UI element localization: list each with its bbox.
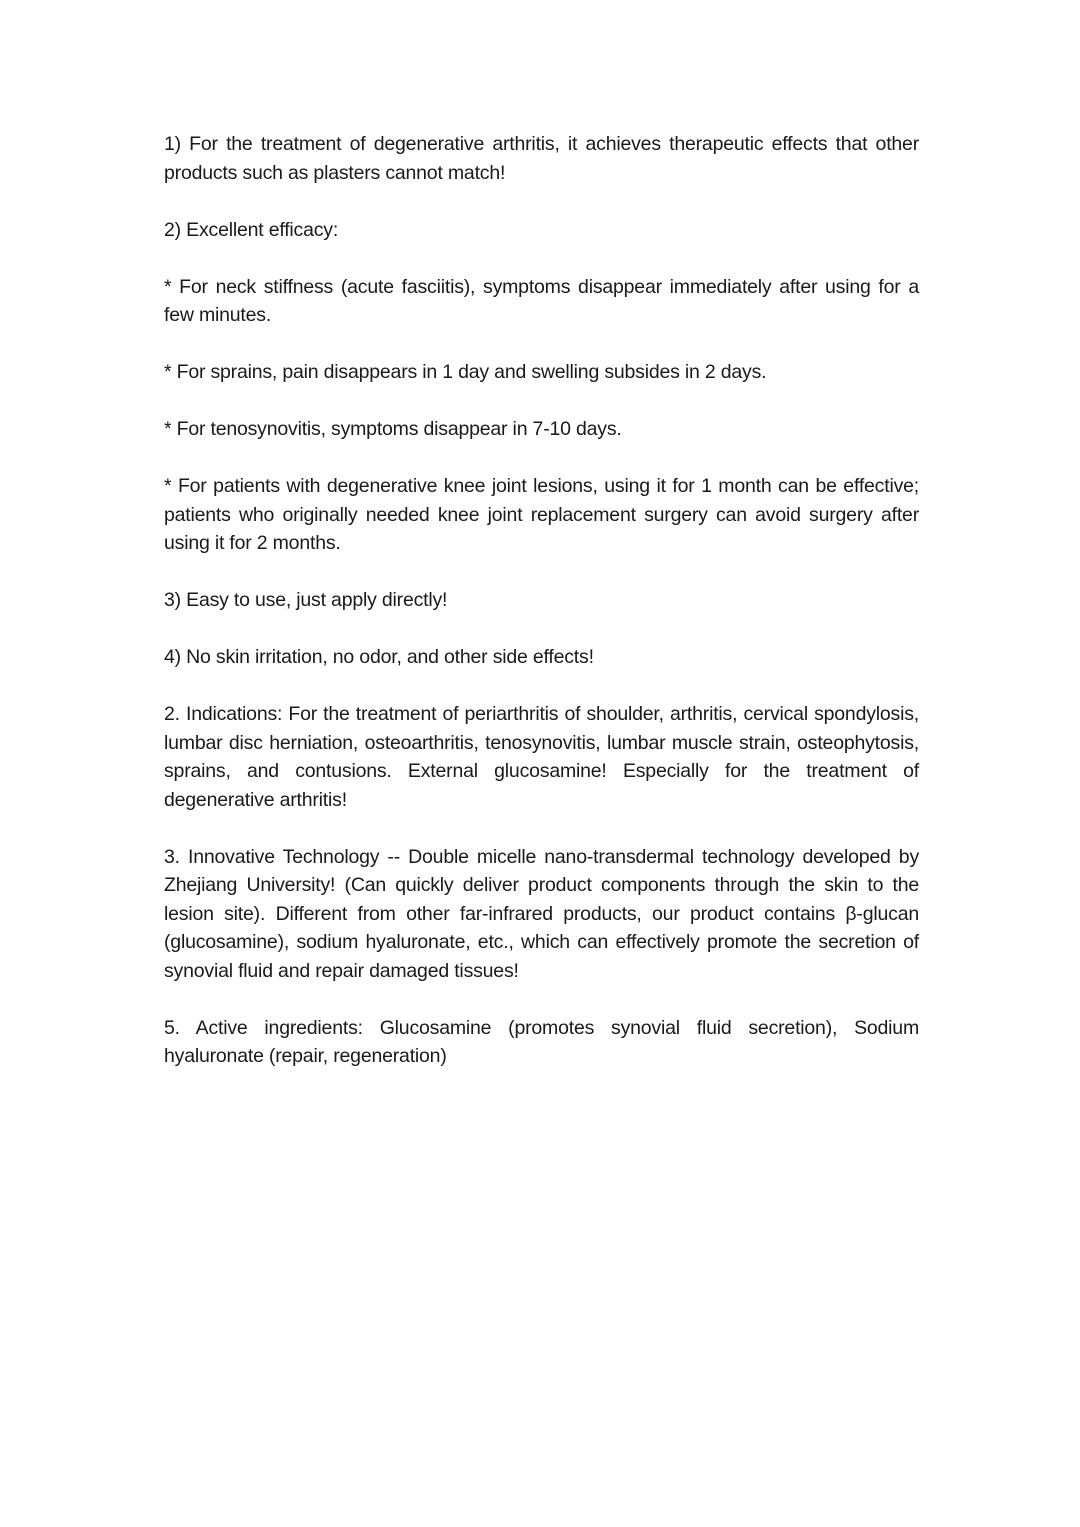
section-active-ingredients: 5. Active ingredients: Glucosamine (promotes synovial fluid secretion), Sodium hyaluronate (repair, regeneration)	[164, 1016, 919, 1067]
document-page	[164, 130, 919, 1099]
paragraph-benefit-1: 1) For the treatment of degenerative arthritis, it achieves therapeutic effects that other products such as plasters cannot match!	[164, 133, 919, 184]
section-innovative-technology: 3. Innovative Technology -- Double micelle nano-transdermal technology developed by Zhejiang University! (Can quickly deliver product components through the skin to the lesion site). Different from other far-infrared products, our product contains β-glucan (glucosamine), sodium hyaluronate, etc., which can effectively promote the secretion of synovial fluid and repair damaged tissues!	[164, 845, 919, 982]
bullet-knee-lesions: * For patients with degenerative knee joint lesions, using it for 1 month can be effective; patients who originally needed knee joint replacement surgery can avoid surgery after using it for 2 months.	[164, 475, 919, 554]
bullet-sprains: * For sprains, pain disappears in 1 day and swelling subsides in 2 days.	[164, 361, 767, 383]
paragraph-benefit-3: 3) Easy to use, just apply directly!	[164, 589, 448, 611]
bullet-tenosynovitis: * For tenosynovitis, symptoms disappear in 7-10 days.	[164, 418, 622, 440]
bullet-neck-stiffness: * For neck stiffness (acute fasciitis), symptoms disappear immediately after using for a few minutes.	[164, 275, 919, 326]
paragraph-benefit-4: 4) No skin irritation, no odor, and other side effects!	[164, 646, 594, 668]
paragraph-benefit-2-heading: 2) Excellent efficacy:	[164, 218, 339, 241]
section-indications: 2. Indications: For the treatment of periarthritis of shoulder, arthritis, cervical spondylosis, lumbar disc herniation, osteoarthritis, tenosynovitis, lumbar muscle strain, osteophytosis, sprains, and contusions. External glucosamine! Especially for the treatment of degenerative arthritis!	[164, 703, 919, 811]
